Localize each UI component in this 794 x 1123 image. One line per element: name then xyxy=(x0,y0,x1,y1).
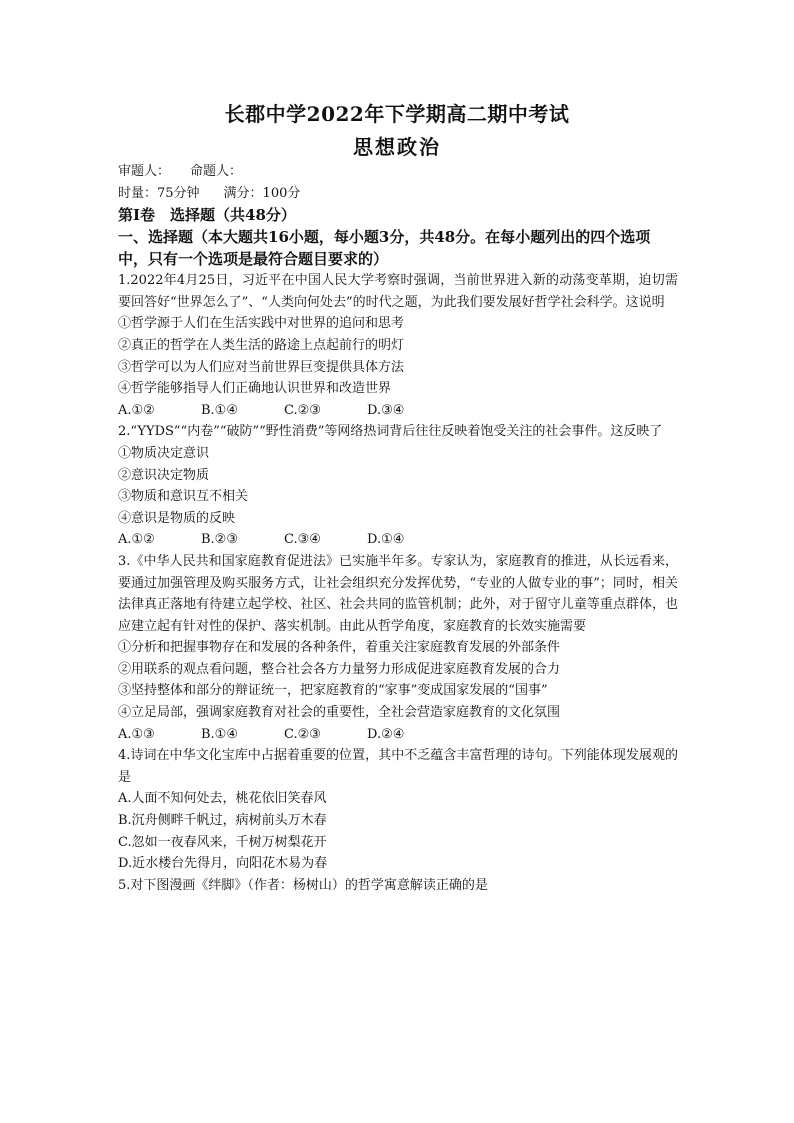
statement: ①物质决定意识 xyxy=(118,445,210,461)
answer-options-3 xyxy=(118,724,678,746)
option-c[interactable]: C.③④ xyxy=(284,532,321,548)
option-b[interactable]: B.②③ xyxy=(201,532,238,548)
time-score-line xyxy=(118,183,678,205)
option-d[interactable]: D.③④ xyxy=(367,402,405,418)
answer-options-1 xyxy=(118,400,678,422)
time-label: 时量：75分钟 xyxy=(118,185,200,201)
part-heading: 第Ⅰ卷 选择题（共48分） xyxy=(118,206,296,225)
setter-label: 命题人： xyxy=(190,164,243,179)
question-stem-5: 5.对下图漫画《绊脚》（作者：杨树山）的哲学寓意解读正确的是 xyxy=(118,877,488,893)
option-d[interactable]: D.近水楼台先得月，向阳花木易为春 xyxy=(118,856,328,872)
option-c[interactable]: C.忽如一夜春风来，千树万树梨花开 xyxy=(118,834,327,850)
question-stem-3: 3.《中华人民共和国家庭教育促进法》已实施半年多。专家认为，家庭教育的推进，从长远看来，要通过加强管理及购买服务方式，让社会组织充分发挥优势，“专业的人做专业的事”；同时，相关法律真正落地有待建立起学校、社区、社会共同的监管机制；此外，对于留守儿童等重点群体，也应建立起有针对性的保护、落实机制。由此从哲学角度，家庭教育的长效实施需要 xyxy=(118,553,678,634)
statement: ②意识决定物质 xyxy=(118,467,210,483)
examiner-label: 审题人： xyxy=(118,164,171,179)
statement: ④立足局部，强调家庭教育对社会的重要性，全社会营造家庭教育的文化氛围 xyxy=(118,705,561,721)
option-a[interactable]: A.①② xyxy=(118,532,155,548)
statement: ④哲学能够指导人们正确地认识世界和改造世界 xyxy=(118,381,392,397)
option-c[interactable]: C.②③ xyxy=(284,402,321,418)
statement: ③哲学可以为人们应对当前世界巨变提供具体方法 xyxy=(118,359,405,375)
statement: ③坚持整体和部分的辩证统一，把家庭教育的“家事”变成国家发展的“国事” xyxy=(118,683,548,699)
statement: ④意识是物质的反映 xyxy=(118,510,236,526)
question-stem-1: 1.2022年4月25日，习近平在中国人民大学考察时强调，当前世界进入新的动荡变革期，迫切需要回答好“世界怎么了”、“人类向何处去”的时代之题，为此我们要发展好哲学社会科学。这说明 xyxy=(118,273,678,310)
statement: ②真正的哲学在人类生活的路途上点起前行的明灯 xyxy=(118,337,405,353)
option-c[interactable]: C.②③ xyxy=(284,726,321,742)
statement: ②用联系的观点看问题，整合社会各方力量努力形成促进家庭教育发展的合力 xyxy=(118,661,561,677)
question-stem-4: 4.诗词在中华文化宝库中占据着重要的位置，其中不乏蕴含丰富哲理的诗句。下列能体现发展观的是 xyxy=(118,748,678,785)
option-a[interactable]: A.①② xyxy=(118,402,155,418)
question-stem-2: 2.“YYDS”“内卷”“破防”“野性消费”等网络热词背后往往反映着饱受关注的社会事件。这反映了 xyxy=(118,424,663,440)
option-a[interactable]: A.①③ xyxy=(118,726,155,742)
statement: ①哲学源于人们在生活实践中对世界的追问和思考 xyxy=(118,316,405,332)
exam-title: 长郡中学2022年下学期高二期中考试 xyxy=(224,102,570,126)
exam-subject: 思想政治 xyxy=(353,135,441,159)
examiner-line xyxy=(118,161,678,183)
option-b[interactable]: B.①④ xyxy=(201,402,238,418)
score-label: 满分：100分 xyxy=(223,185,301,201)
option-d[interactable]: D.①④ xyxy=(367,532,405,548)
option-a[interactable]: A.人面不知何处去，桃花依旧笑春风 xyxy=(118,791,327,807)
answer-options-2 xyxy=(118,529,678,551)
statement: ①分析和把握事物存在和发展的各种条件，着重关注家庭教育发展的外部条件 xyxy=(118,640,561,656)
option-b[interactable]: B.①④ xyxy=(201,726,238,742)
statement: ③物质和意识互不相关 xyxy=(118,489,249,505)
section-title: 一、选择题（本大题共16小题，每小题3分，共48分。在每小题列出的四个选项中，只有一个选项是最符合题目要求的） xyxy=(118,228,651,269)
option-b[interactable]: B.沉舟侧畔千帆过，病树前头万木春 xyxy=(118,813,327,829)
exam-content xyxy=(118,161,678,896)
option-d[interactable]: D.②④ xyxy=(367,726,405,742)
